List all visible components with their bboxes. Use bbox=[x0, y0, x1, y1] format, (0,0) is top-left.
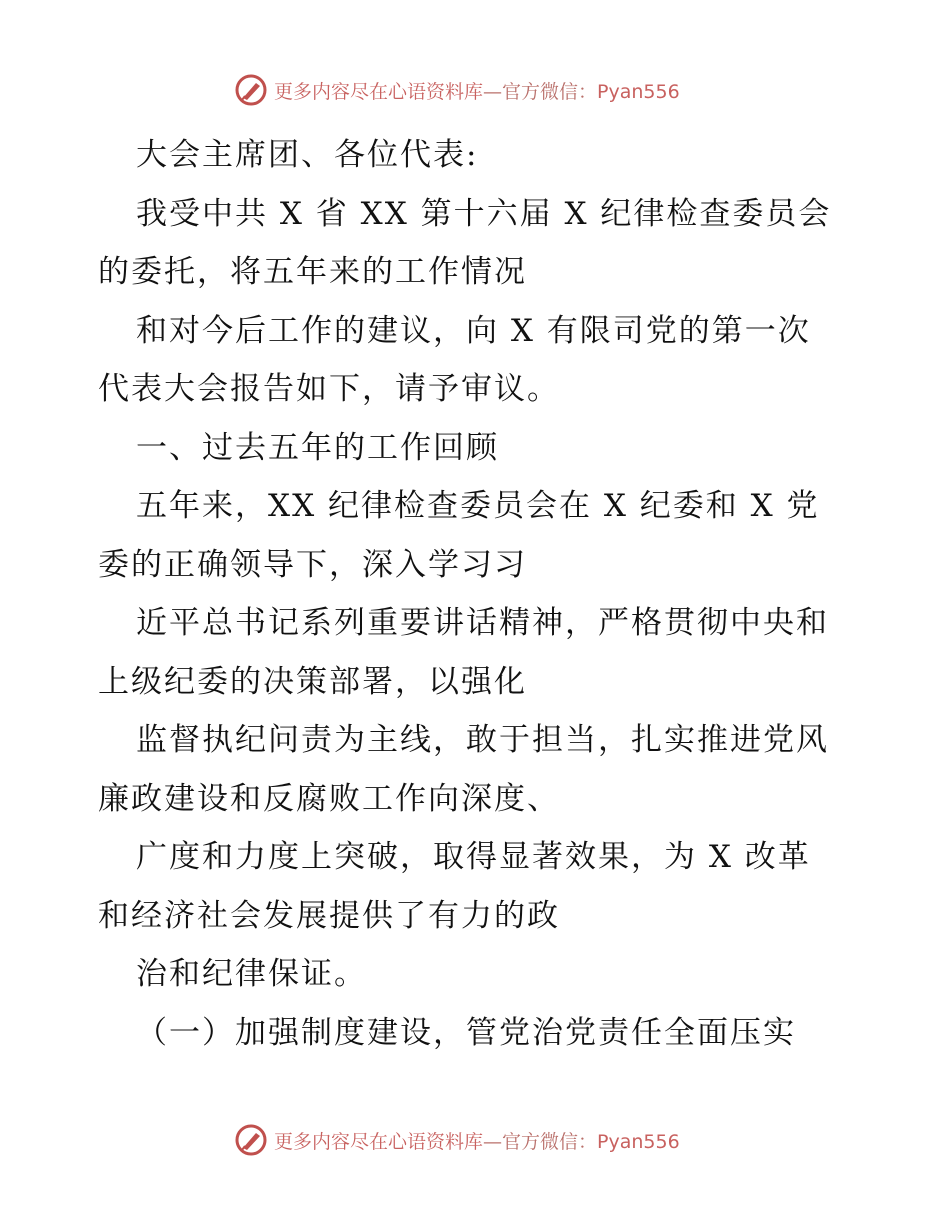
watermark-text bbox=[274, 1127, 680, 1154]
paragraph-line: 监督执纪问责为主线，敢于担当，扎实推进党风 bbox=[136, 722, 829, 758]
document-body bbox=[98, 126, 858, 1062]
watermark-dash: — bbox=[483, 80, 503, 103]
paragraph-line: 我受中共 X 省 XX 第十六届 X 纪律检查委员会 bbox=[136, 195, 832, 232]
paragraph-line: 和经济社会发展提供了有力的政 bbox=[98, 897, 560, 934]
paragraph-line: 广度和力度上突破，取得显著效果，为 X 改革 bbox=[136, 839, 811, 875]
quill-logo-icon bbox=[234, 73, 268, 107]
watermark-id: Pyan556 bbox=[597, 1130, 680, 1153]
watermark-label: 官方微信： bbox=[502, 1130, 598, 1153]
paragraph-line: 治和纪律保证。 bbox=[136, 956, 367, 992]
paragraph-line: 代表大会报告如下，请予审议。 bbox=[98, 371, 560, 407]
watermark-label: 官方微信： bbox=[502, 80, 598, 103]
salutation: 大会主席团、各位代表: bbox=[136, 137, 479, 173]
footer-watermark bbox=[234, 1122, 680, 1158]
section-heading: 一、过去五年的工作回顾 bbox=[136, 429, 499, 466]
paragraph-line: 廉政建设和反腐败工作向深度、 bbox=[98, 780, 560, 817]
paragraph-line: 和对今后工作的建议，向 X 有限司党的第一次 bbox=[136, 312, 811, 349]
subsection-heading: （一）加强制度建设，管党治党责任全面压实 bbox=[136, 1014, 796, 1051]
header-watermark bbox=[234, 72, 680, 108]
paragraph-line: 五年来，XX 纪律检查委员会在 X 纪委和 X 党 bbox=[136, 488, 820, 524]
watermark-title: 更多内容尽在心语资料库 bbox=[274, 1130, 484, 1153]
quill-logo-icon bbox=[234, 1123, 268, 1157]
paragraph-line: 的委托，将五年来的工作情况 bbox=[98, 254, 527, 290]
paragraph-line: 上级纪委的决策部署，以强化 bbox=[98, 663, 527, 700]
watermark-dash: — bbox=[483, 1130, 503, 1153]
paragraph-line: 委的正确领导下，深入学习习 bbox=[98, 546, 527, 583]
watermark-text bbox=[274, 77, 680, 104]
watermark-id: Pyan556 bbox=[597, 80, 680, 103]
watermark-title: 更多内容尽在心语资料库 bbox=[274, 80, 484, 103]
paragraph-line: 近平总书记系列重要讲话精神，严格贯彻中央和 bbox=[136, 605, 829, 641]
